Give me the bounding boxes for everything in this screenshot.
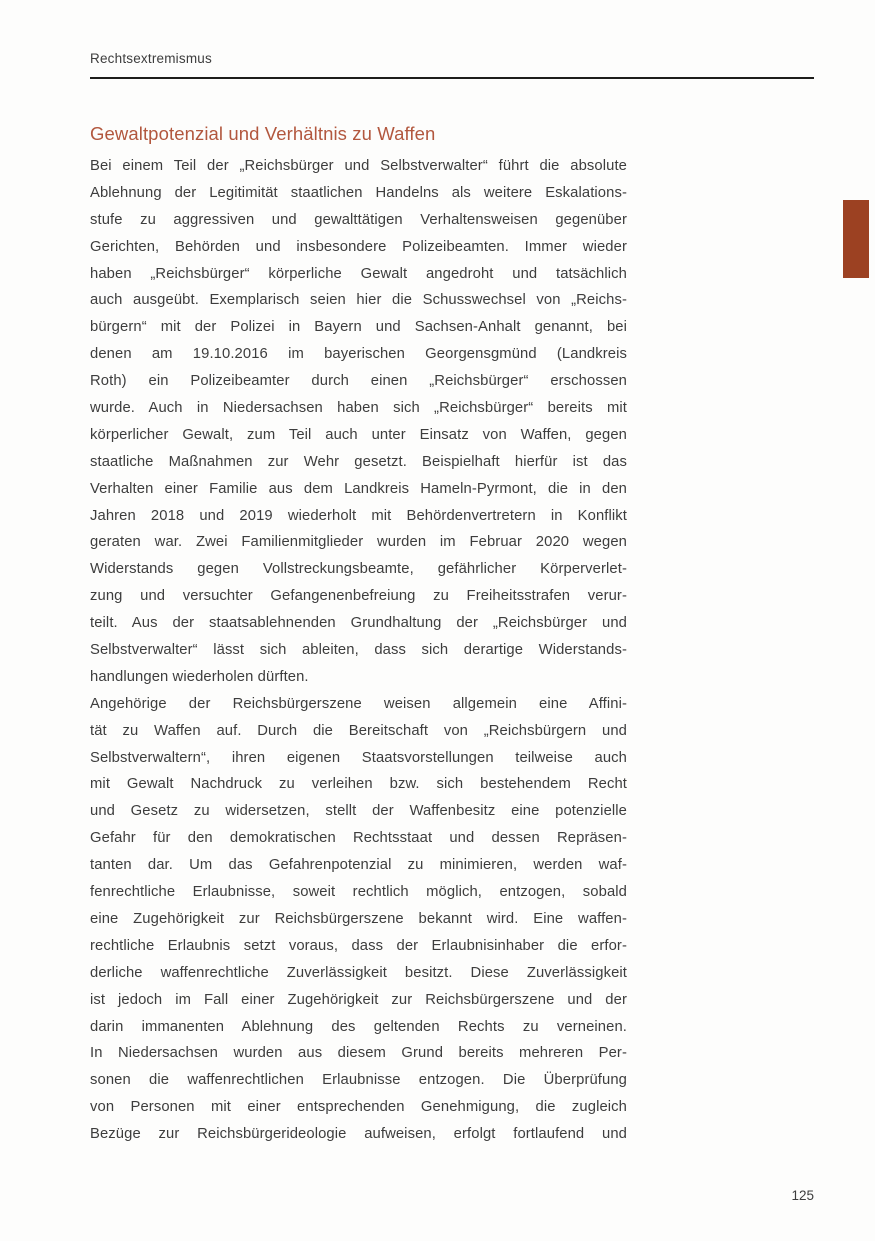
text-column [90,124,627,1148]
text-line: In Niedersachsen wurden aus diesem Grund bereits mehreren Per- [90,1045,627,1062]
page-number: 125 [791,1188,814,1203]
text-line: rechtliche Erlaubnis setzt voraus, dass der Erlaubnisinhaber die erfor- [90,937,627,954]
running-header: Rechtsextremismus [90,51,212,66]
text-line: Gefahr für den demokratischen Rechtsstaat und dessen Repräsen- [90,830,627,847]
text-line: Gerichten, Behörden und insbesondere Polizeibeamten. Immer wieder [90,238,627,255]
text-line: wurde. Auch in Niedersachsen haben sich „Reichsbürger“ bereits mit [90,400,627,417]
text-line: handlungen wiederholen dürften. [90,668,309,685]
chapter-edge-tab [843,200,869,278]
text-line: tanten dar. Um das Gefahrenpotenzial zu minimieren, werden waf- [90,857,627,874]
text-line: tät zu Waffen auf. Durch die Bereitschaft von „Reichsbürgern und [90,722,627,739]
section-heading: Gewaltpotenzial und Verhältnis zu Waffen [90,123,436,144]
text-line: ist jedoch im Fall einer Zugehörigkeit zur Reichsbürgerszene und der [90,991,627,1008]
text-line: von Personen mit einer entsprechenden Genehmigung, die zugleich [90,1099,627,1116]
text-line: auch ausgeübt. Exemplarisch seien hier die Schusswechsel von „Reichs- [90,292,627,309]
text-line: haben „Reichsbürger“ körperliche Gewalt angedroht und tatsächlich [90,265,627,282]
text-line: stufe zu aggressiven und gewalttätigen Verhaltensweisen gegenüber [90,211,627,228]
text-line: denen am 19.10.2016 im bayerischen Georgensgmünd (Landkreis [90,346,627,363]
text-line: Roth) ein Polizeibeamter durch einen „Reichsbürger“ erschossen [90,373,627,390]
text-line: sonen die waffenrechtlichen Erlaubnisse entzogen. Die Überprüfung [90,1072,627,1089]
text-line: geraten war. Zwei Familienmitglieder wurden im Februar 2020 wegen [90,534,627,551]
text-line: Bei einem Teil der „Reichsbürger und Selbstverwalter“ führt die absolute [90,158,627,174]
text-line: zung und versuchter Gefangenenbefreiung zu Freiheitsstrafen verur- [90,588,627,605]
text-line: derliche waffenrechtliche Zuverlässigkeit besitzt. Diese Zuverlässigkeit [90,964,627,981]
text-line: bürgern“ mit der Polizei in Bayern und Sachsen-Anhalt genannt, bei [90,319,627,336]
text-line: fenrechtliche Erlaubnisse, soweit rechtlich möglich, entzogen, sobald [90,884,627,901]
text-line: teilt. Aus der staatsablehnenden Grundhaltung der „Reichsbürger und [90,615,627,632]
paragraph [90,153,627,691]
body-text [90,153,627,1148]
text-line: Selbstverwaltern“, ihren eigenen Staatsvorstellungen teilweise auch [90,749,627,766]
text-line: staatliche Maßnahmen zur Wehr gesetzt. Beispielhaft hierfür ist das [90,453,627,470]
text-line: Ablehnung der Legitimität staatlichen Handelns als weitere Eskalations- [90,184,627,201]
text-line: darin immanenten Ablehnung des geltenden Rechts zu verneinen. [90,1018,627,1035]
paragraph [90,691,627,1148]
text-line: Bezüge zur Reichsbürgerideologie aufweisen, erfolgt fortlaufend und [90,1126,627,1143]
text-line: und Gesetz zu widersetzen, stellt der Waffenbesitz eine potenzielle [90,803,627,820]
text-line: Jahren 2018 und 2019 wiederholt mit Behördenvertretern in Konflikt [90,507,627,524]
text-line: mit Gewalt Nachdruck zu verleihen bzw. sich bestehendem Recht [90,776,627,793]
text-line: Selbstverwalter“ lässt sich ableiten, dass sich derartige Widerstands- [90,642,627,659]
text-line: eine Zugehörigkeit zur Reichsbürgerszene bekannt wird. Eine waffen- [90,910,627,927]
text-line: Verhalten einer Familie aus dem Landkreis Hameln-Pyrmont, die in den [90,480,627,497]
text-line: Widerstands gegen Vollstreckungsbeamte, gefährlicher Körperverlet- [90,561,627,578]
header-rule [90,77,814,79]
text-line: Angehörige der Reichsbürgerszene weisen allgemein eine Affini- [90,695,627,712]
text-line: körperlicher Gewalt, zum Teil auch unter Einsatz von Waffen, gegen [90,426,627,443]
